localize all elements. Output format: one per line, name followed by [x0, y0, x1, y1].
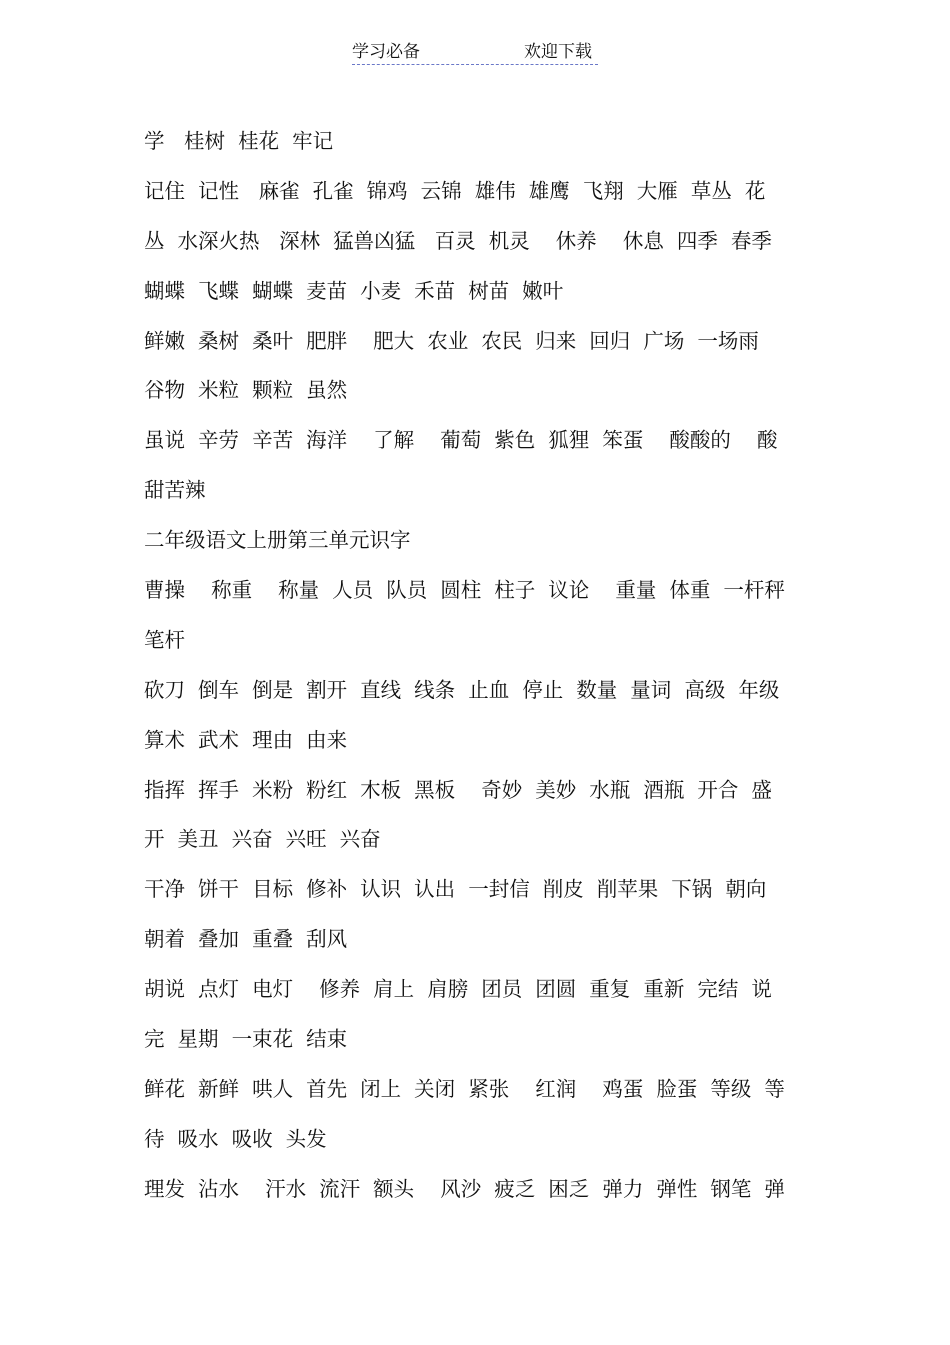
text-line: 曹操 称重 称量 人员 队员 圆柱 柱子 议论 重量 体重 一杆秤 — [144, 578, 785, 603]
text-line: 谷物 米粒 颗粒 虽然 — [144, 378, 348, 403]
text-line: 记住 记性 麻雀 孔雀 锦鸡 云锦 雄伟 雄鹰 飞翔 大雁 草丛 花 — [144, 178, 766, 203]
header-left-text: 学习必备 — [352, 42, 420, 62]
vocabulary-list — [144, 120, 809, 1218]
text-line: 笔杆 — [144, 627, 185, 652]
text-line: 虽说 辛劳 辛苦 海洋 了解 葡萄 紫色 狐狸 笨蛋 酸酸的 酸 — [144, 428, 778, 453]
text-line: 砍刀 倒车 倒是 割开 直线 线条 止血 停止 数量 量词 高级 年级 — [144, 677, 780, 702]
text-line: 胡说 点灯 电灯 修养 肩上 肩膀 团员 团圆 重复 重新 完结 说 — [144, 977, 772, 1002]
text-line: 指挥 挥手 米粉 粉红 木板 黑板 奇妙 美妙 水瓶 酒瓶 开合 盛 — [144, 777, 772, 802]
text-line: 鲜嫩 桑树 桑叶 肥胖 肥大 农业 农民 归来 回归 广场 一场雨 — [144, 328, 759, 353]
text-line: 干净 饼干 目标 修补 认识 认出 一封信 削皮 削苹果 下锅 朝向 — [144, 877, 767, 902]
text-line: 待 吸水 吸收 头发 — [144, 1126, 327, 1151]
text-line: 开 美丑 兴奋 兴旺 兴奋 — [144, 827, 381, 852]
text-line: 甜苦辣 — [144, 478, 206, 503]
text-line: 丛 水深火热 深林 猛兽凶猛 百灵 机灵 休养 休息 四季 春季 — [144, 228, 772, 253]
page-header — [352, 40, 598, 65]
text-line: 朝着 叠加 重叠 刮风 — [144, 927, 348, 952]
text-line: 算术 武术 理由 由来 — [144, 727, 348, 752]
text-line: 蝴蝶 飞蝶 蝴蝶 麦苗 小麦 禾苗 树苗 嫩叶 — [144, 278, 564, 303]
text-line: 学 桂树 桂花 牢记 — [144, 129, 334, 153]
text-line: 理发 沾水 汗水 流汗 额头 风沙 疲乏 困乏 弹力 弹性 钢笔 弹 — [144, 1176, 785, 1201]
section-heading: 二年级语文上册第三单元识字 — [144, 528, 411, 553]
text-line: 完 星期 一束花 结束 — [144, 1027, 348, 1052]
header-right-text: 欢迎下载 — [524, 42, 592, 62]
text-line: 鲜花 新鲜 哄人 首先 闭上 关闭 紧张 红润 鸡蛋 脸蛋 等级 等 — [144, 1076, 785, 1101]
